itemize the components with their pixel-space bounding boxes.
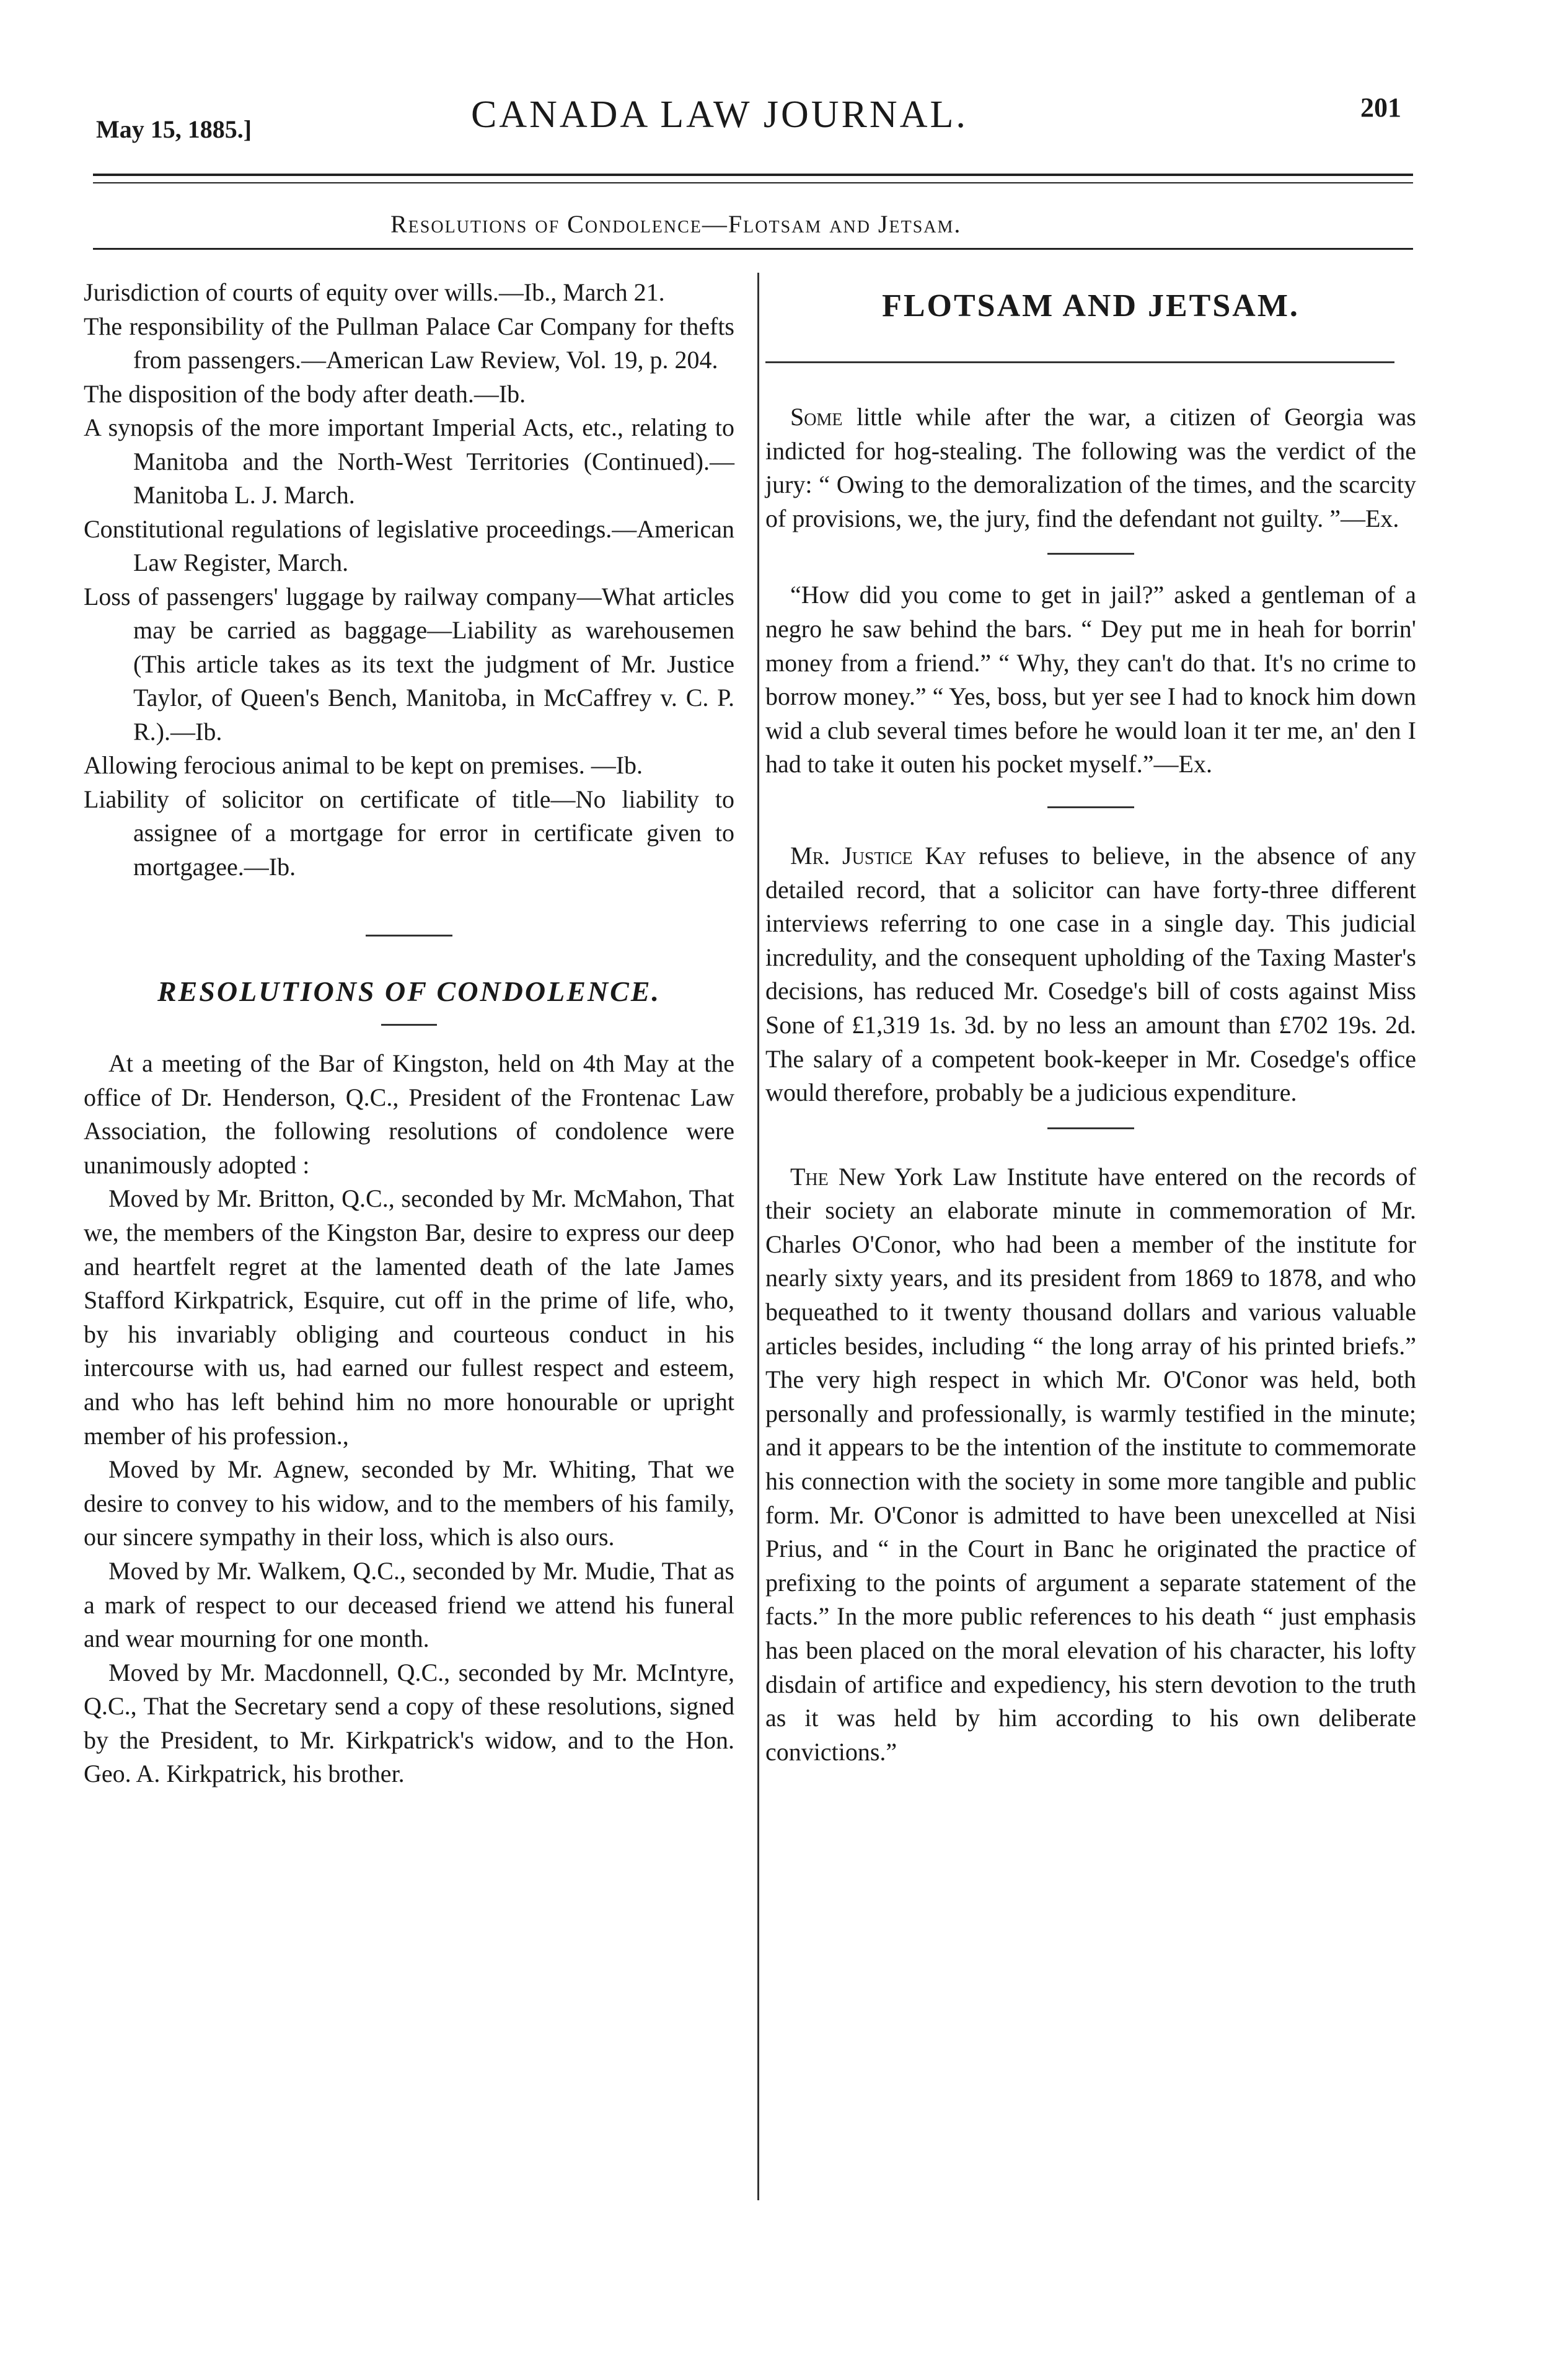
index-entry: A synopsis of the more important Imperial Acts, etc., relating to Manitoba and the North-West Territories (Continued).—Manitoba L. J. March. — [84, 413, 734, 509]
index-entry: Allowing ferocious animal to be kept on premises. —Ib. — [84, 751, 643, 779]
condolence-paragraph: Moved by Mr. Macdonnell, Q.C., seconded by Mr. McIntyre, Q.C., That the Secretary send a copy of these resolutions, signed by the President, to Mr. Kirkpatrick's widow, and to the Hon. Geo. A. Kirkpatrick, his brother. — [84, 1658, 734, 1788]
item-lead: Some — [790, 403, 843, 431]
subhead-rule — [93, 248, 1413, 250]
index-entry: The responsibility of the Pullman Palace Car Company for thefts from passengers.—American Law Review, Vol. 19, p. 204. — [84, 312, 734, 374]
item-lead: The — [790, 1162, 829, 1191]
index-entry: Constitutional regulations of legislative proceedings.—American Law Register, March. — [84, 514, 734, 576]
flotsam-item — [765, 578, 1416, 782]
header-rule-bottom — [93, 182, 1413, 183]
condolence-paragraph: At a meeting of the Bar of Kingston, held on 4th May at the office of Dr. Henderson, Q.C., President of the Frontenac Law Association, the following resolutions of condolence were unanimously adopted : — [84, 1049, 734, 1179]
condolence-paragraph: Moved by Mr. Britton, Q.C., seconded by Mr. McMahon, That we, the members of the Kingston Bar, desire to express our deep and heartfelt regret at the lamented death of the late James Stafford Kirkpatrick, Esquire, cut off in the prime of life, who, by his invariably obliging and courteous conduct in his intercourse with us, had earned our fullest respect and esteem, and who has left behind him no more honourable or upright member of his profession., — [84, 1184, 734, 1450]
item-lead: Mr. Justice Kay — [790, 841, 967, 870]
issue-date: May 15, 1885.] — [96, 115, 252, 143]
periodical-index — [84, 276, 734, 884]
right-column — [765, 273, 1416, 1769]
running-subhead: Resolutions of Condolence—Flotsam and Jetsam. — [390, 210, 962, 238]
flotsam-heading: FLOTSAM AND JETSAM. — [882, 288, 1300, 324]
item-text: “How did you come to get in jail?” asked a gentleman of a negro he saw behind the bars. “ Dey put me in heah for borrin' money from a friend.” “ Why, they can't do that. It's no crime to borrow money.” “ Yes, boss, but yer see I had to knock him down wid a club several times before he would loan it ter me, an' den I had to take it outen his pocket myself.”—Ex. — [765, 581, 1416, 778]
column-divider — [757, 273, 759, 2200]
flotsam-item — [765, 1160, 1416, 1770]
journal-title: CANADA LAW JOURNAL. — [471, 94, 968, 136]
index-entry: Jurisdiction of courts of equity over wills.—Ib., March 21. — [84, 278, 665, 306]
index-entry: The disposition of the body after death.—Ib. — [84, 379, 526, 408]
page-number: 201 — [1360, 92, 1401, 123]
index-entry: Loss of passengers' luggage by railway company—What articles may be carried as baggage—Liability as warehousemen (This article takes as its text the judgment of Mr. Justice Taylor, of Queen's Bench, Manitoba, in McCaffrey v. C. P. R.).—Ib. — [84, 582, 734, 746]
item-text: refuses to believe, in the absence of any detailed record, that a solicitor can have forty-three different interviews referring to one case in a single day. This judicial incredulity, and the consequent upholding of the Taxing Master's decisions, has reduced Mr. Cosedge's bill of costs against Miss Sone of £1,319 1s. 3d. by no less an amount than £702 19s. 2d. The salary of a competent book-keeper in Mr. Cosedge's office would therefore, probably be a judicious expenditure. — [765, 841, 1416, 1107]
left-column — [84, 276, 734, 1791]
flotsam-item — [765, 839, 1416, 1110]
item-text: little while after the war, a citizen of Georgia was indicted for hog-stealing. The following was the verdict of the jury: “ Owing to the demoralization of the times, and the scarcity of provisions, we, the jury, find the defendant not guilty. ”—Ex. — [765, 403, 1416, 532]
header-rule-top — [93, 174, 1413, 176]
index-entry: Liability of solicitor on certificate of title—No liability to assignee of a mortgage for error in certificate given to mortgagee.—Ib. — [84, 785, 734, 881]
condolence-paragraph: Moved by Mr. Walkem, Q.C., seconded by Mr. Mudie, That as a mark of respect to our deceased friend we attend his funeral and wear mourning for one month. — [84, 1556, 734, 1653]
flotsam-item — [765, 400, 1416, 536]
condolence-paragraph: Moved by Mr. Agnew, seconded by Mr. Whiting, That we desire to convey to his widow, and to the members of his family, our sincere sympathy in their loss, which is also ours. — [84, 1455, 734, 1551]
item-text: New York Law Institute have entered on the records of their society an elaborate minute in commemoration of Mr. Charles O'Conor, who had been a member of the institute for nearly sixty years, and its president from 1869 to 1878, and who bequeathed to it twenty thousand dollars and various valuable articles besides, including “ the long array of his printed briefs.” The very high respect in which Mr. O'Conor was held, both personally and professionally, is warmly testified in the minute; and it appears to be the intention of the institute to commemorate his connection with the society in some more tangible and public form. Mr. O'Conor is admitted to have been unexcelled at Nisi Prius, and “ in the Court in Banc he originated the practice of prefixing to the points of argument a separate statement of the facts.” In the more public references to his death “ just emphasis has been placed on the moral elevation of his character, his lofty disdain of artifice and expediency, his stern devotion to the truth as it was held by him according to his own deliberate convictions.” — [765, 1162, 1416, 1766]
condolence-heading: RESOLUTIONS OF CONDOLENCE. — [157, 976, 661, 1007]
